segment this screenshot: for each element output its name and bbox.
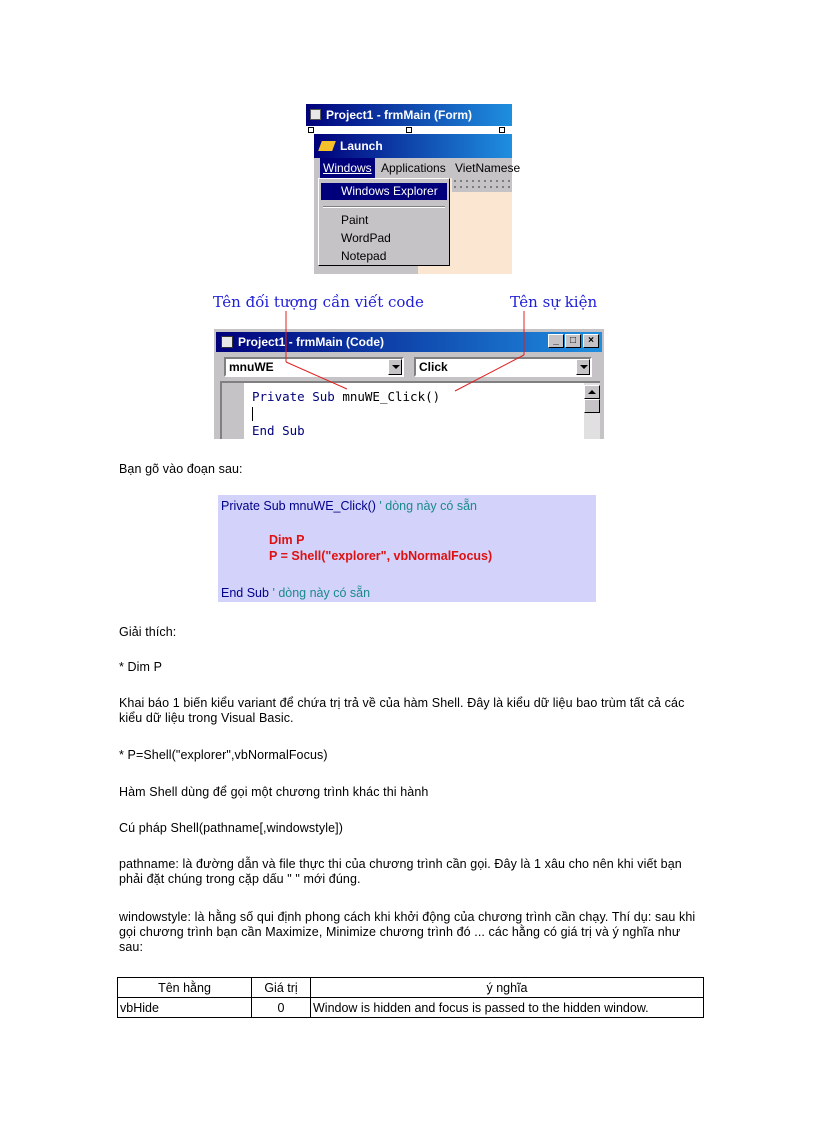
header-meaning: ý nghĩa [311,978,704,998]
close-icon[interactable]: × [583,334,599,348]
shell-item: * P=Shell("explorer",vbNormalFocus) [119,748,328,762]
menu-item-windows-explorer[interactable]: Windows Explorer [321,183,447,200]
minimize-icon[interactable]: _ [548,334,564,348]
header-constant-name: Tên hằng [118,978,252,998]
event-name-annotation: Tên sự kiện [510,293,598,311]
window-style-table [117,977,704,1018]
table-header-row [118,978,704,998]
code-title: Project1 - frmMain (Code) [238,335,385,349]
cell-meaning: Window is hidden and focus is passed to the hidden window. [311,998,704,1018]
object-pointer-line [286,362,347,389]
windowstyle-description: windowstyle: là hằng số qui định phong cách khi khởi động của chương trình cần chạy. Thí dụ: sau khi gọi chương trình bạn cần Maximize, Minimize chương trình đó ... các hằng có giá trị và ý nghĩa như sau: [119,910,696,954]
shell-syntax: Cú pháp Shell(pathname[,windowstyle]) [119,821,343,835]
snippet-line-1: Private Sub mnuWE_Click() ' dòng này có sẵn [221,499,477,513]
snippet-shell: P = Shell("explorer", vbNormalFocus) [269,549,493,563]
launch-title: Launch [340,139,383,153]
snippet-end: End Sub ' dòng này có sẵn [221,586,371,600]
menu-item-notepad[interactable]: Notepad [341,249,387,263]
cell-value: 0 [252,998,311,1018]
event-combo-value: Click [419,360,448,374]
event-pointer-line [455,355,524,391]
dim-item: * Dim P [119,660,163,674]
snippet-dim: Dim P [269,533,305,547]
menu-vietnamese[interactable]: VietNamese [455,161,521,175]
code-line-1: Private Sub mnuWE_Click() [252,389,441,404]
intro-text: Bạn gõ vào đoạn sau: [119,462,243,476]
cell-constant: vbHide [118,998,252,1018]
form-title: Project1 - frmMain (Form) [326,108,473,122]
header-value: Giá trị [252,978,311,998]
code-line-3: End Sub [252,423,305,438]
menu-item-wordpad[interactable]: WordPad [341,231,391,245]
menu-windows[interactable]: Windows [320,158,375,178]
pathname-description: pathname: là đường dẫn và file thực thi của chương trình cần gọi. Đây là 1 xâu cho nên khi viết bạn phải đặt chúng trong cặp dấu " " mới đúng. [119,857,682,886]
dim-description: Khai báo 1 biến kiểu variant để chứa trị trả về của hàm Shell. Đây là kiểu dữ liệu bao trùm tất cả các kiểu dữ liệu trong Visual Basic. [119,696,685,725]
table-row [118,998,704,1018]
shell-description: Hàm Shell dùng để gọi một chương trình khác thi hành [119,785,429,799]
object-name-annotation: Tên đối tượng cần viết code [213,293,424,311]
menu-applications[interactable]: Applications [381,161,446,175]
menu-item-paint[interactable]: Paint [341,213,369,227]
object-combo-value: mnuWE [229,360,274,374]
maximize-icon[interactable]: □ [565,334,581,348]
explanation-heading: Giải thích: [119,625,177,639]
code-snippet-box [218,495,596,602]
